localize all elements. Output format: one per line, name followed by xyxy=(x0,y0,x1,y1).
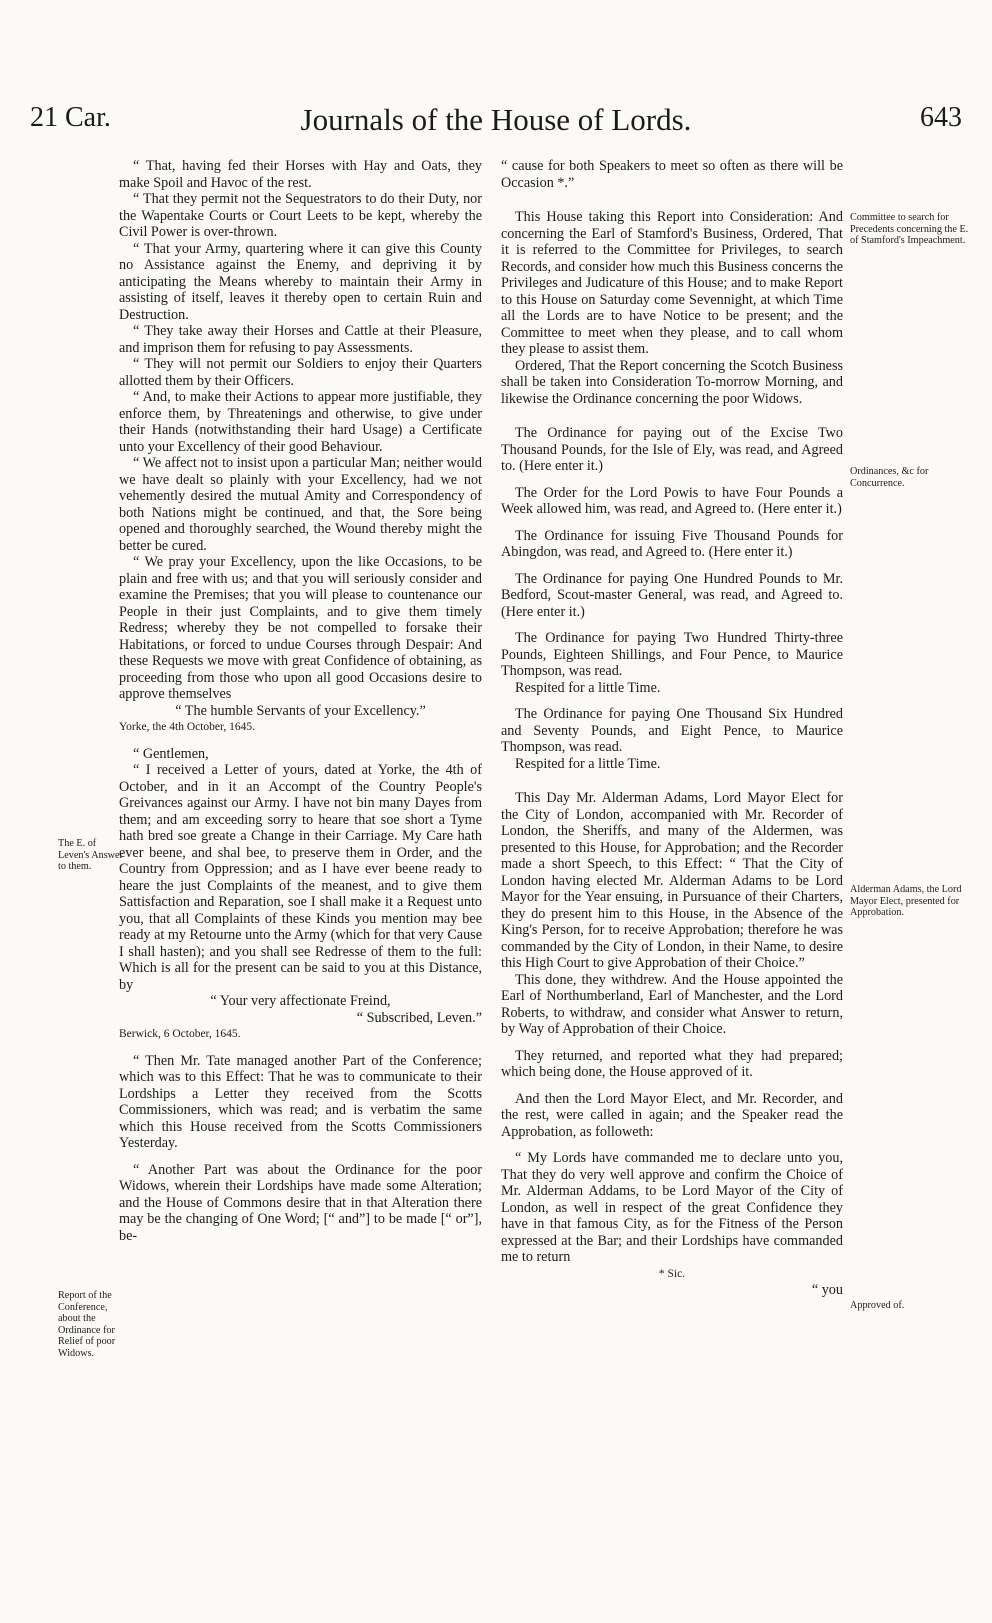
right-column xyxy=(501,158,843,1299)
paragraph: The Ordinance for paying One Hundred Pounds to Mr. Bedford, Scout-master General, was read, and Agreed to. (Here enter it.) xyxy=(501,570,843,620)
paragraph: “ Then Mr. Tate managed another Part of the Conference; which was to this Effect: That he was to communicate to their Lordships a Letter they received from the Scotts Commissioners, which was read; and is verbatim the same which this House received from the Scotts Commissioners Yesterday. xyxy=(119,1052,482,1151)
paragraph: The Ordinance for issuing Five Thousand Pounds for Abingdon, was read, and Agreed to. (Here enter it.) xyxy=(501,527,843,560)
paragraph: “ Gentlemen, xyxy=(133,745,209,762)
footnote: * Sic. xyxy=(658,1267,686,1280)
paragraph: “ That your Army, quartering where it can give this County no Assistance against the Enemy, and depriving it by anticipating the Means whereby to maintain their Army in assisting of itself, leaves it thereby open to certain Ruin and Destruction. xyxy=(119,240,482,323)
paragraph: “ They will not permit our Soldiers to enjoy their Quarters allotted them by their Officers. xyxy=(119,356,482,389)
paragraph: This Day Mr. Alderman Adams, Lord Mayor Elect for the City of London, accompanied with Mr. Recorder of London, the Sheriffs, and many of the Aldermen, was presented to this House, for Approbation; and the Recorder made a short Speech, to this Effect: “ That the City of London having elected Mr. Alderman Adams to be Lord Mayor for the Year ensuing, in Pursuance of their Charters, they do present him to this House, in the Absence of the King's Person, for to receive Approbation; therefore he was commanded by the City of London, in their Name, to desire this High Court to give Approbation of their Choice.” xyxy=(501,790,843,971)
paragraph: The Order for the Lord Powis to have Four Pounds a Week allowed him, was read, and Agreed to. (Here enter it.) xyxy=(501,484,843,517)
dateline: Berwick, 6 October, 1645. xyxy=(119,1028,241,1040)
paragraph: The Ordinance for paying One Thousand Six Hundred and Seventy Pounds, and Eight Pence, to Maurice Thompson, was read. xyxy=(501,706,843,755)
paragraph: This House taking this Report into Consideration: And concerning the Earl of Stamford's Business, Ordered, That it is referred to the Committee for Privileges, to search Records, and consider how much this Business concerns the Privileges and Judicature of this House; and to make Report to this House on Saturday come Sevennight, at which Time all the Lords are to have Notice to be present; and the Committee to meet when they please, and to call whom they please to assist them. xyxy=(501,209,843,357)
page-title: Journals of the House of Lords. xyxy=(300,102,692,137)
margin-note-report: Report of the Conference, about the Ordinance for Relief of poor Widows. xyxy=(58,1290,116,1359)
paragraph: “ That, having fed their Horses with Hay and Oats, they make Spoil and Havoc of the rest. xyxy=(119,158,482,191)
margin-note-committee: Committee to search for Precedents concerning the E. of Stamford's Impeachment. xyxy=(850,212,969,246)
paragraph: This done, they withdrew. And the House appointed the Earl of Northumberland, Earl of Manchester, and the Lord Roberts, to withdraw, and consider what Answer to return, by Way of Approbation of their Choice. xyxy=(501,971,843,1037)
paragraph: “ cause for both Speakers to meet so often as there will be Occasion *.” xyxy=(501,158,843,191)
paragraph: The Ordinance for paying out of the Excise Two Thousand Pounds, for the Isle of Ely, was read, and Agreed to. (Here enter it.) xyxy=(501,425,843,474)
signoff: “ Your very affectionate Freind, xyxy=(210,993,391,1009)
paragraph: “ We pray your Excellency, upon the like Occasions, to be plain and free with us; and that you will seriously consider and examine the Premises; that you will please to countenance our People in their just Complaints, and to give them timely Redress; whereby they be not compelled to forsake their Habitations, or forced to undue Courses through Despair: And these Requests we move with great Confidence of obtaining, as proceeding from those who upon all good Occasions desire to approve themselves xyxy=(119,554,482,702)
paragraph: “ They take away their Horses and Cattle at their Pleasure, and imprison them for refusing to pay Assessments. xyxy=(119,323,482,356)
paragraph: Respited for a little Time. xyxy=(515,679,661,696)
dateline: Yorke, the 4th October, 1645. xyxy=(119,721,256,733)
signoff: “ The humble Servants of your Excellency.” xyxy=(175,702,426,719)
margin-note-alderman: Alderman Adams, the Lord Mayor Elect, presented for Approbation. xyxy=(850,884,962,918)
margin-note-leven: The E. of Leven's Answer to them. xyxy=(58,838,123,872)
signoff: “ Subscribed, Leven.” xyxy=(356,1009,482,1026)
catchword: “ you xyxy=(811,1282,843,1298)
paragraph: The Ordinance for paying Two Hundred Thirty-three Pounds, Eighteen Shillings, and Four Pence, to Maurice Thompson, was read. xyxy=(501,630,843,679)
paragraph: “ And, to make their Actions to appear more justifiable, they enforce them, by Threatenings and otherwise, to give under their Hands (notwithstanding their hard Usage) a Certificate unto your Excellency of their good Behaviour. xyxy=(119,389,482,455)
paragraph: “ We affect not to insist upon a particular Man; neither would we have dealt so plainly with your Excellency, had we not vehemently desired the mutual Amity and Correspondency of both Nations might be continued, and that, the Sore being opened and thoroughly searched, the Wound thereby might the better be cured. xyxy=(119,455,482,554)
paragraph: “ I received a Letter of yours, dated at Yorke, the 4th of October, and in it an Accompt of the Country People's Greivances against our Army. I have not bin many Dayes from them; and am exceeding sorry to heare that soe short a Tyme hath bred soe greate a Change in their Carriage. My Care hath ever beene, and shal bee, to preserve them in Order, and the Country from Oppression; and as I have ever beene ready to heare the just Complaints of the meanest, and to give them Sattisfaction and Reparation, soe I shall make it a Request unto you, that all Complaints of these Kinds you mention may bee ready at my Retourne unto the Army (which for that very Cause I shall hasten); and you shall see Redresse of them to the full: Which is all for the present can be said to you at this Distance, by xyxy=(119,762,482,993)
page-number: 643 xyxy=(920,102,962,133)
paragraph: “ That they permit not the Sequestrators to do their Duty, nor the Wapentake Courts or Court Leets to be kept, whereby the Civil Power is over-thrown. xyxy=(119,191,482,240)
left-column xyxy=(119,158,482,1244)
paragraph: Ordered, That the Report concerning the Scotch Business shall be taken into Consideration To-morrow Morning, and likewise the Ordinance concerning the poor Widows. xyxy=(501,357,843,407)
margin-note-ordinances: Ordinances, &c for Concurrence. xyxy=(850,466,929,489)
paragraph: “ My Lords have commanded me to declare unto you, That they do very well approve and confirm the Choice of Mr. Alderman Addams, to be Lord Mayor of the City of London, as well in respect of the great Confidence they have in that famous City, as for the Fitness of the Person expressed at the Bar; and their Lordships have commanded me to return xyxy=(501,1150,843,1265)
margin-note-approved: Approved of. xyxy=(850,1300,905,1311)
paragraph: Respited for a little Time. xyxy=(515,755,661,772)
header-left: 21 Car. xyxy=(30,102,111,133)
paragraph: “ Another Part was about the Ordinance for the poor Widows, wherein their Lordships have made some Alteration; and the House of Commons desire that in that Alteration there may be the changing of One Word; [“ and”] to be made [“ or”], be- xyxy=(119,1161,482,1244)
paragraph: They returned, and reported what they had prepared; which being done, the House approved of it. xyxy=(501,1047,843,1080)
paragraph: And then the Lord Mayor Elect, and Mr. Recorder, and the rest, were called in again; and the Speaker read the Approbation, as followeth: xyxy=(501,1090,843,1140)
